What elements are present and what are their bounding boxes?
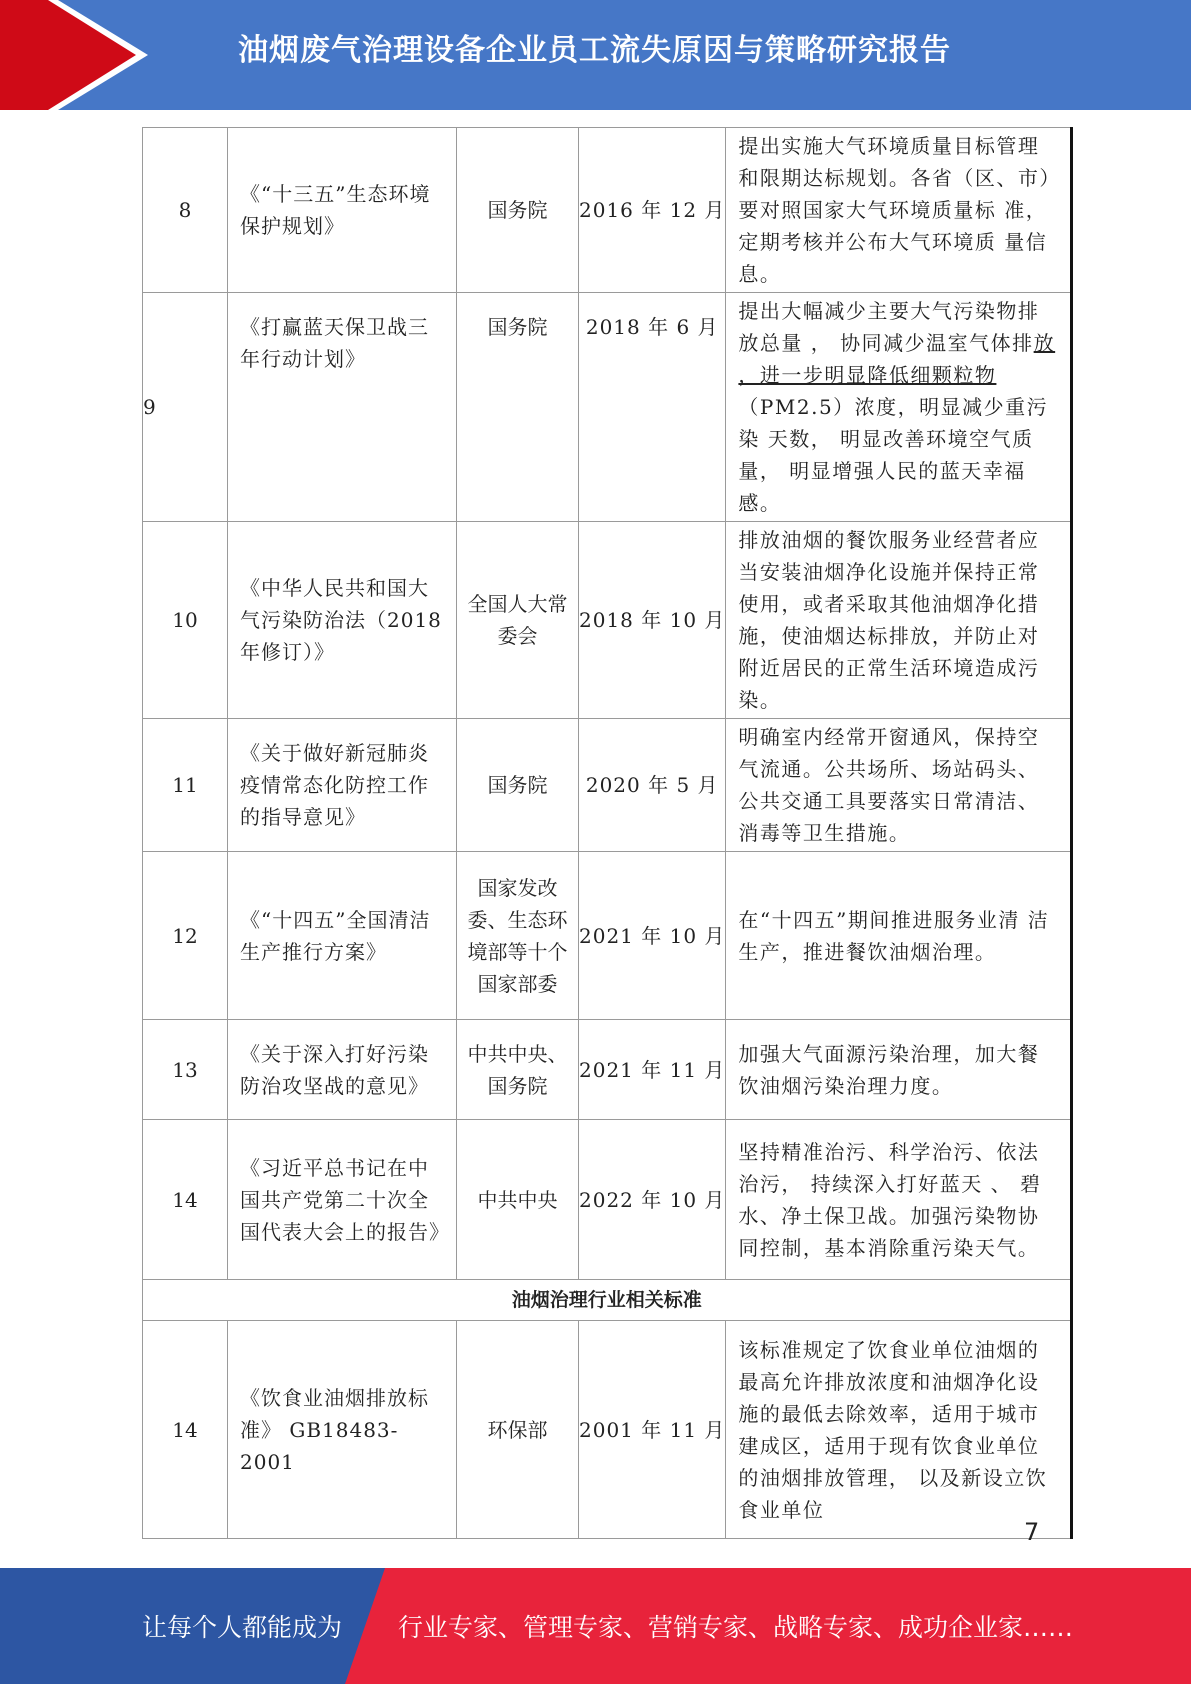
issue-date: 2016 年 12 月 <box>579 128 726 293</box>
row-number: 9 <box>143 293 228 522</box>
policy-name: 《中华人民共和国大气污染防治法（2018 年修订）》 <box>228 522 457 719</box>
issuing-org: 国家发改委、生态环境部等十个国家部委 <box>457 852 579 1020</box>
standard-description: 该标准规定了饮食业单位油烟的 最高允许排放浓度和油烟净化设 施的最低去除效率，适用于城市 建成区，适用于现有饮食业单位 的油烟排放管理， 以及新设立饮 食业单位 <box>726 1321 1072 1539</box>
issue-date: 2021 年 10 月 <box>579 852 726 1020</box>
standard-name: 《饮食业油烟排放标 准》 GB18483-2001 <box>228 1321 457 1539</box>
issue-date: 2020 年 5 月 <box>579 719 726 852</box>
chevron-arrow-decoration <box>0 0 160 110</box>
policy-name: 《关于做好新冠肺炎疫情常态化防控工作的指导意见》 <box>228 719 457 852</box>
policy-name: 《“十三五”生态环境保护规划》 <box>228 128 457 293</box>
table-row <box>143 719 1072 852</box>
issuing-org: 国务院 <box>457 719 579 852</box>
table-row <box>143 1120 1072 1280</box>
row-number: 10 <box>143 522 228 719</box>
issue-date: 2022 年 10 月 <box>579 1120 726 1280</box>
issue-date: 2021 年 11 月 <box>579 1020 726 1120</box>
report-title: 油烟废气治理设备企业员工流失原因与策略研究报告 <box>238 33 951 68</box>
policy-description: 提出大幅减少主要大气污染物排放总量 ， 协同减少温室气体排放 ，进一步明显降低细颗粒物（PM2.5）浓度，明显减少重污染 天数， 明显改善环境空气质量， 明显增强人民的蓝天幸福感。 <box>726 293 1072 522</box>
issuing-org: 中共中央、国务院 <box>457 1020 579 1120</box>
footer-slogan-right: 行业专家、管理专家、营销专家、战略专家、成功企业家…… <box>398 1613 1074 1642</box>
section-heading-row <box>143 1280 1072 1321</box>
table-row <box>143 1020 1072 1120</box>
table-row <box>143 1321 1072 1539</box>
policy-description: 加强大气面源污染治理，加大餐 饮油烟污染治理力度。 <box>726 1020 1072 1120</box>
row-number: 12 <box>143 852 228 1020</box>
table-row <box>143 522 1072 719</box>
issuing-org: 国务院 <box>457 128 579 293</box>
policy-description: 坚持精准治污、科学治污、依法 治污， 持续深入打好蓝天 、 碧 水、净土保卫战。加强污染物协 同控制，基本消除重污染天气。 <box>726 1120 1072 1280</box>
policy-table <box>142 127 1073 1539</box>
page-header <box>0 0 1191 110</box>
policy-name: 《关于深入打好污染防治攻坚战的意见》 <box>228 1020 457 1120</box>
issuing-org: 国务院 <box>457 293 579 522</box>
policy-description: 提出实施大气环境质量目标管理 和限期达标规划。各省（区、市）要对照国家大气环境质量标 准， 定期考核并公布大气环境质 量信息。 <box>726 128 1072 293</box>
row-number: 8 <box>143 128 228 293</box>
policy-name: 《习近平总书记在中国共产党第二十次全国代表大会上的报告》 <box>228 1120 457 1280</box>
policy-name: 《“十四五”全国清洁生产推行方案》 <box>228 852 457 1020</box>
page-footer <box>0 1568 1191 1684</box>
row-number: 14 <box>143 1321 228 1539</box>
policy-description: 排放油烟的餐饮服务业经营者应 当安装油烟净化设施并保持正常 使用，或者采取其他油烟净化措 施，使油烟达标排放，并防止对 附近居民的正常生活环境造成污 染。 <box>726 522 1072 719</box>
issue-date: 2001 年 11 月 <box>579 1321 726 1539</box>
issuing-org: 中共中央 <box>457 1120 579 1280</box>
policy-description: 明确室内经常开窗通风，保持空 气流通。公共场所、场站码头、 公共交通工具要落实日常清洁、 消毒等卫生措施。 <box>726 719 1072 852</box>
section-heading: 油烟治理行业相关标准 <box>143 1280 1072 1321</box>
row-number: 13 <box>143 1020 228 1120</box>
issue-date: 2018 年 6 月 <box>579 293 726 522</box>
issuing-org: 全国人大常委会 <box>457 522 579 719</box>
issuing-org: 环保部 <box>457 1321 579 1539</box>
page-number: 7 <box>1024 1518 1040 1546</box>
table-row <box>143 852 1072 1020</box>
footer-slogan-left: 让每个人都能成为 <box>142 1613 343 1642</box>
policy-description: 在“十四五”期间推进服务业清 洁生产，推进餐饮油烟治理。 <box>726 852 1072 1020</box>
table-row <box>143 128 1072 293</box>
policy-name: 《打赢蓝天保卫战三年行动计划》 <box>228 293 457 522</box>
underlined-text: 放 ，进一步明显降低细颗粒物 <box>738 331 1056 387</box>
issue-date: 2018 年 10 月 <box>579 522 726 719</box>
row-number: 14 <box>143 1120 228 1280</box>
row-number: 11 <box>143 719 228 852</box>
table-row <box>143 293 1072 522</box>
